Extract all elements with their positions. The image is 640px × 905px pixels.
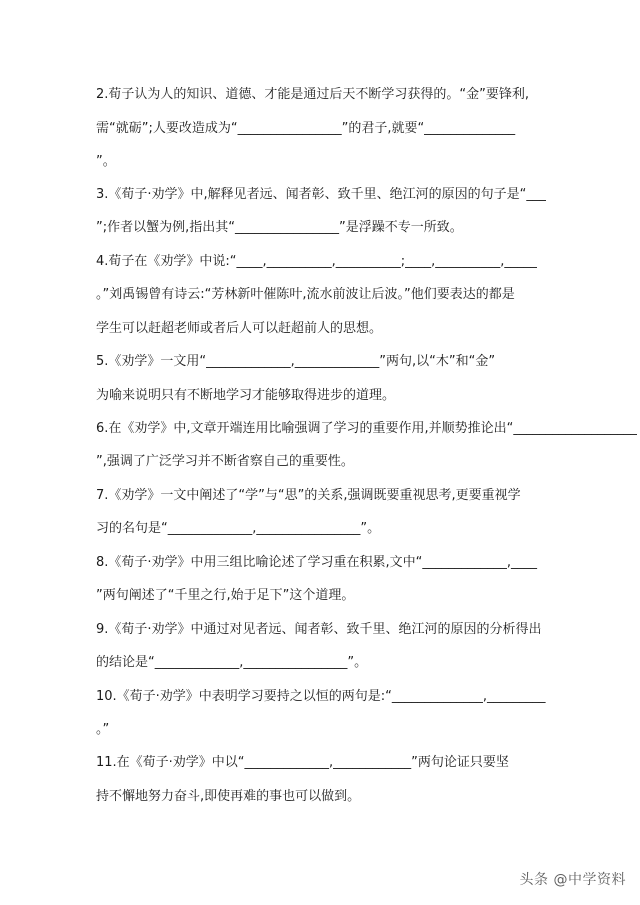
q11-line-2: 持不懈地努力奋斗,即使再难的事也可以做到。 [96,789,361,804]
q8-line-1: 8.《荀子·劝学》中用三组比喻论述了学习重在积累,文中“_____________,____ [96,555,538,570]
q9-line-1: 9.《荀子·劝学》中通过对见者远、闻者彰、致千里、绝江河的原因的分析得出 [96,622,542,637]
q2-line-3: ”。 [96,154,116,169]
q6-line-2: ”,强调了广泛学习并不断省察自己的重要性。 [96,454,354,469]
q9-line-2: 的结论是“_____________,________________”。 [96,655,368,670]
q4-line-2: 。”刘禹锡曾有诗云:“芳林新叶催陈叶,流水前波让后波。”他们要表达的都是 [96,287,515,302]
q4-line-1: 4.荀子在《劝学》中说:“____,__________,__________;____,__________,_____ [96,254,537,269]
q5-line-2: 为喻来说明只有不断地学习才能够取得进步的道理。 [96,388,396,403]
q11-line-1: 11.在《荀子·劝学》中以“_____________,____________”两句论证只要坚 [96,755,509,770]
q8-line-2: ”两句阐述了“千里之行,始于足下”这个道理。 [96,588,355,603]
q3-line-1: 3.《荀子·劝学》中,解释见者远、闻者彰、致千里、绝江河的原因的句子是“___ [96,187,546,202]
q7-line-2: 习的名句是“_____________,________________”。 [96,521,381,536]
q2-line-2: 需“就砺”;人要改造成为“________________”的君子,就要“______________ [96,121,516,136]
q10-line-1: 10.《荀子·劝学》中表明学习要持之以恒的两句是:“______________,_________ [96,689,546,704]
q6-line-1: 6.在《劝学》中,文章开端连用比喻强调了学习的重要作用,并顺势推论出“___________________ [96,421,637,436]
q7-line-1: 7.《劝学》一文中阐述了“学”与“思”的关系,强调既要重视思考,更要重视学 [96,488,521,503]
q3-line-2: ”;作者以蟹为例,指出其“________________”是浮躁不专一所致。 [96,220,463,235]
q10-line-2: 。” [96,722,110,737]
watermark: 头条 @中学资料 [519,872,626,888]
q5-line-1: 5.《劝学》一文用“_____________,_____________”两句,以“木”和“金” [96,354,496,369]
q2-line-1: 2.荀子认为人的知识、道德、才能是通过后天不断学习获得的。“金”要锋利, [96,87,530,102]
q4-line-3: 学生可以赶超老师或者后人可以赶超前人的思想。 [96,321,383,336]
